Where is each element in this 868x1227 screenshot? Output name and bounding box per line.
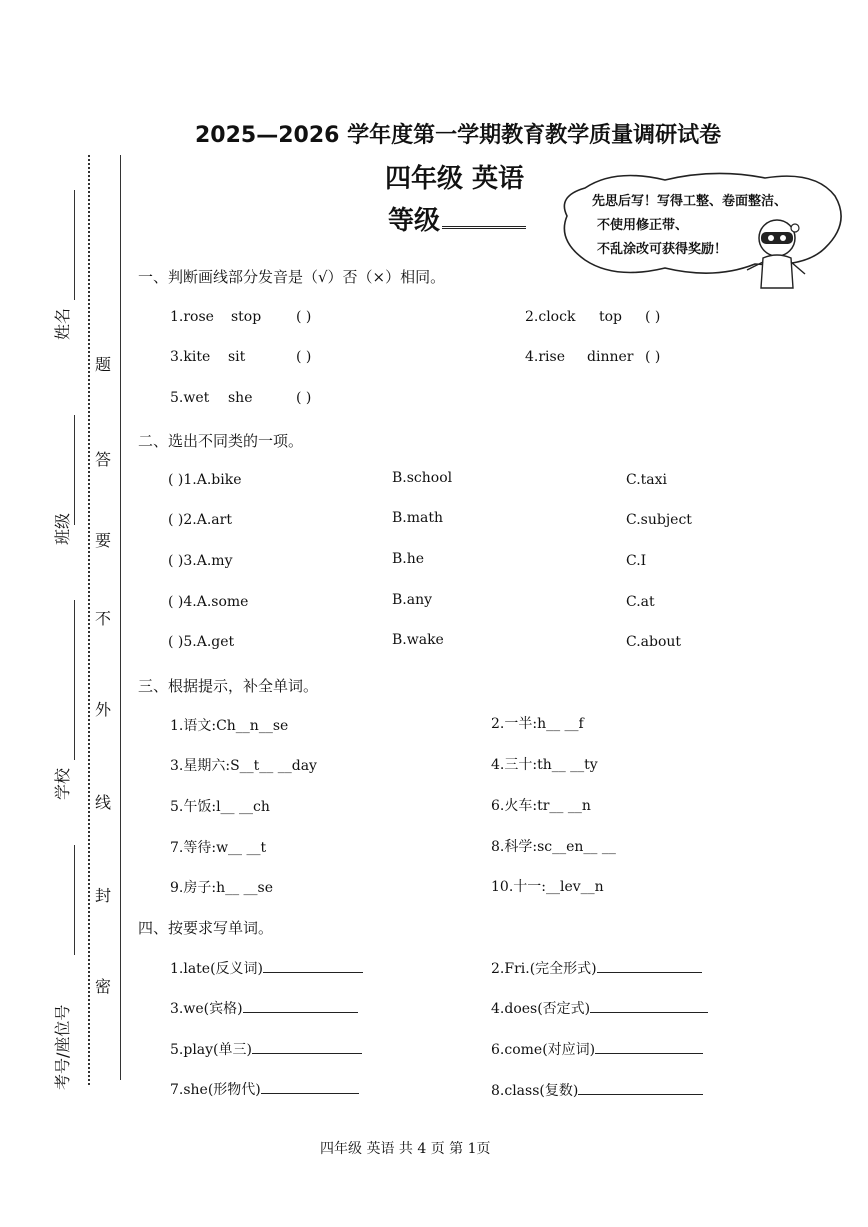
seal-char: 题 <box>94 355 111 374</box>
s1-answer-paren[interactable]: ( ) <box>296 390 312 406</box>
section-2-heading: 二、选出不同类的一项。 <box>138 432 304 450</box>
exam-title: 2025—2026 学年度第一学期教育教学质量调研试卷 <box>195 123 722 148</box>
seal-char: 不 <box>94 609 111 628</box>
s2-option-c: C.I <box>626 553 647 569</box>
s3-item[interactable]: 9.房子:h__ __se <box>170 880 274 896</box>
s4-item[interactable]: 7.she(形物代) <box>170 1079 359 1099</box>
s2-question[interactable]: ( )2.A.art <box>168 512 232 528</box>
s2-option-c: C.taxi <box>626 472 668 488</box>
seal-dotted-line <box>88 155 90 1085</box>
s1-word-b: stop <box>231 309 262 325</box>
s3-item[interactable]: 10.十一:__lev__n <box>491 879 604 895</box>
s4-item[interactable]: 3.we(宾格) <box>170 998 358 1018</box>
s1-word-a: 3.kite <box>170 349 211 365</box>
school-blank[interactable] <box>74 600 75 760</box>
s2-option-b: B.school <box>392 470 453 486</box>
seal-char: 答 <box>94 450 111 469</box>
bubble-line-3: 不乱涂改可获得奖励！ <box>597 242 728 257</box>
section-3-heading: 三、根据提示，补全单词。 <box>138 677 319 695</box>
s1-word-b: sit <box>228 349 246 365</box>
s2-option-c: C.at <box>626 594 655 610</box>
s1-word-a: 4.rise <box>525 349 565 365</box>
s1-word-b: dinner <box>587 349 634 365</box>
seat-number-field-label: 考号/座位号 <box>53 1004 72 1090</box>
s1-word-b: she <box>228 390 253 406</box>
s1-answer-paren[interactable]: ( ) <box>645 309 661 325</box>
s2-option-b: B.math <box>392 510 444 526</box>
seat-number-blank[interactable] <box>74 845 75 955</box>
s4-item[interactable]: 1.late(反义词) <box>170 958 363 978</box>
s2-option-b: B.he <box>392 551 425 567</box>
bubble-line-2: 不使用修正带、 <box>597 218 689 233</box>
name-field-label: 姓名 <box>53 307 72 340</box>
s4-item[interactable]: 5.play(单三) <box>170 1039 362 1059</box>
s1-word-a: 2.clock <box>525 309 576 325</box>
s4-item[interactable]: 8.class(复数) <box>491 1080 703 1100</box>
school-field-label: 学校 <box>53 767 72 800</box>
s3-item[interactable]: 2.一半:h__ __f <box>491 716 584 732</box>
section-1-heading: 一、判断画线部分发音是（√）否（×）相同。 <box>138 268 446 286</box>
s1-word-a: 5.wet <box>170 390 210 406</box>
s3-item[interactable]: 4.三十:th__ __ty <box>491 757 598 773</box>
margin-line <box>120 155 121 1080</box>
name-blank[interactable] <box>74 190 75 300</box>
bubble-line-1: 先思后写！写得工整、卷面整洁、 <box>592 194 788 209</box>
s3-item[interactable]: 1.语文:Ch__n__se <box>170 718 289 734</box>
seal-char: 外 <box>94 700 111 719</box>
section-4-heading: 四、按要求写单词。 <box>138 919 274 937</box>
s2-option-b: B.wake <box>392 632 444 648</box>
s2-option-b: B.any <box>392 592 433 608</box>
s4-item[interactable]: 6.come(对应词) <box>491 1039 703 1059</box>
s3-item[interactable]: 6.火车:tr__ __n <box>491 798 591 814</box>
s2-question[interactable]: ( )3.A.my <box>168 553 233 569</box>
seal-char: 线 <box>94 793 111 812</box>
seal-char: 封 <box>94 886 111 905</box>
s2-option-c: C.about <box>626 634 682 650</box>
grade-label: 等级 <box>388 200 526 237</box>
exam-subtitle: 四年级 英语 <box>385 164 525 194</box>
s4-item[interactable]: 4.does(否定式) <box>491 998 708 1018</box>
s2-question[interactable]: ( )4.A.some <box>168 594 249 610</box>
class-field-label: 班级 <box>53 512 72 545</box>
s3-item[interactable]: 7.等待:w__ __t <box>170 840 267 856</box>
s1-answer-paren[interactable]: ( ) <box>296 309 312 325</box>
s1-word-a: 1.rose <box>170 309 214 325</box>
s3-item[interactable]: 3.星期六:S__t__ __day <box>170 758 317 774</box>
s2-option-c: C.subject <box>626 512 692 528</box>
s3-item[interactable]: 8.科学:sc__en__ __ <box>491 839 616 855</box>
class-blank[interactable] <box>74 415 75 525</box>
seal-char: 密 <box>94 977 111 996</box>
s2-question[interactable]: ( )5.A.get <box>168 634 235 650</box>
robot-mascot-icon <box>745 212 815 292</box>
s3-item[interactable]: 5.午饭:l__ __ch <box>170 799 270 815</box>
s2-question[interactable]: ( )1.A.bike <box>168 472 242 488</box>
s4-item[interactable]: 2.Fri.(完全形式) <box>491 958 702 978</box>
s1-answer-paren[interactable]: ( ) <box>296 349 312 365</box>
page-footer: 四年级 英语 共 4 页 第 1页 <box>320 1141 491 1157</box>
seal-char: 要 <box>94 531 111 550</box>
s1-word-b: top <box>599 309 623 325</box>
s1-answer-paren[interactable]: ( ) <box>645 349 661 365</box>
